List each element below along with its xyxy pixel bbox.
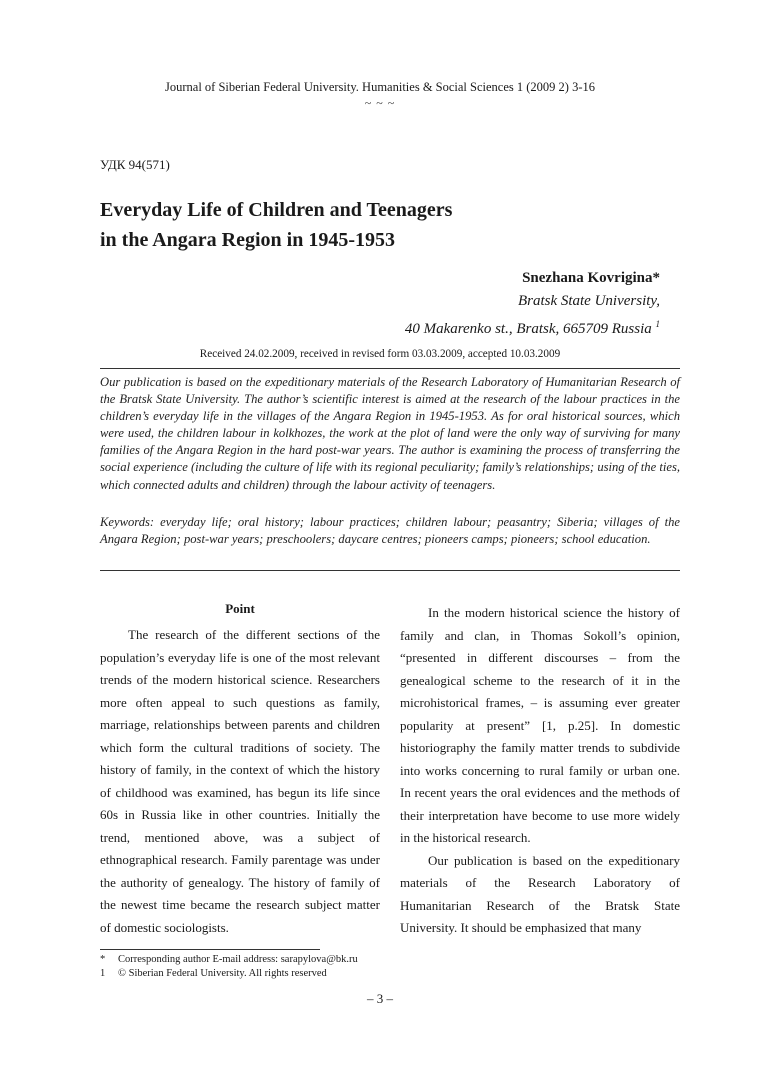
footnote [100, 953, 358, 967]
section-heading: Point [225, 601, 255, 616]
author-affiliation: Bratsk State University, [517, 293, 660, 309]
article-title [100, 195, 660, 255]
footnote-text: Corresponding author E-mail address: sarapylova@bk.ru [118, 954, 358, 965]
title-line-2: in the Angara Region in 1945-1953 [100, 229, 396, 251]
footnote-text: © Siberian Federal University. All rights reserved [118, 968, 327, 979]
footnote [100, 967, 358, 981]
journal-header: Journal of Siberian Federal University. Humanities & Social Sciences 1 (2009 2) 3-16 [165, 80, 595, 94]
abstract: Our publication is based on the expeditionary materials of the Research Laboratory of Humanitarian Research of the Bratsk State University. The author’s scientific interest is aimed at the research of the labour practices in the children’s everyday life in the villages of the Angara Region in 1945-1953. As for oral historical sources, which were used, the children labour in kolkhozes, the work at the plot of land were the only way of surviving for many families of the Angara Region in the hard post-war years. The author is examining the process of transferring the social experience (including the culture of life with its regional peculiarity; family’s relationships; using of the ties, which connected adults and children) through the labour activity of teenagers. [100, 375, 680, 492]
abstract-top-rule [100, 368, 680, 369]
author-block [405, 267, 660, 341]
paragraph: The research of the different sections of the population’s everyday life is one of the most relevant trends of the modern historical science. Researchers more often appeal to such questions as family, marriage, relationships between parents and children which form the cultural traditions of society. The history of family, in the context of which the history of childhood was examined, has begun its life since 60s in Russia like in other countries. Initially the trend, mentioned above, was a subject of ethnographical research. Family parentage was under the authority of genealogy. The history of family of the newest time became the research subject matter of domestic sociologists. [100, 627, 380, 935]
footnote-mark: 1 [100, 968, 106, 979]
abstract-bottom-rule [100, 570, 680, 571]
column-right [400, 602, 680, 940]
author-name: Snezhana Kovrigina* [522, 270, 660, 286]
title-line-1: Everyday Life of Children and Teenagers [100, 199, 453, 221]
received-dates: Received 24.02.2009, received in revised form 03.03.2009, accepted 10.03.2009 [199, 348, 561, 360]
address-footnote-mark: 1 [655, 319, 660, 329]
keywords: Keywords: everyday life; oral history; labour practices; children labour; peasantry; Siberia; villages of the Angara Region; post-war years; preschoolers; daycare centres; pioneers camps; pioneers; school education. [100, 515, 680, 547]
author-address-line [405, 313, 660, 341]
author-address: 40 Makarenko st., Bratsk, 665709 Russia [404, 321, 652, 337]
footnotes [100, 953, 358, 981]
udk-code: УДК 94(571) [100, 157, 170, 172]
paragraph: In the modern historical science the history of family and clan, in Thomas Sokoll’s opinion, “presented in different discourses – from the genealogical scheme to the research of it in the microhistorical frames, – is assuming ever greater popularity at present” [1, p.25]. In domestic historiography the family matter trends to subdivide into works concerning to rural family or urban one. In recent years the oral evidences and the methods of their interpretation have become to use more widely in the historical research. [400, 605, 680, 845]
header-ornament: ~ ~ ~ [364, 96, 396, 110]
footnote-rule [100, 949, 320, 950]
paragraph: Our publication is based on the expeditionary materials of the Research Laboratory of Humanitarian Research of the Bratsk State University. It should be emphasized that many [400, 852, 680, 935]
column-left [100, 598, 380, 939]
page-number: – 3 – [367, 991, 393, 1006]
footnote-mark: * [100, 954, 106, 965]
